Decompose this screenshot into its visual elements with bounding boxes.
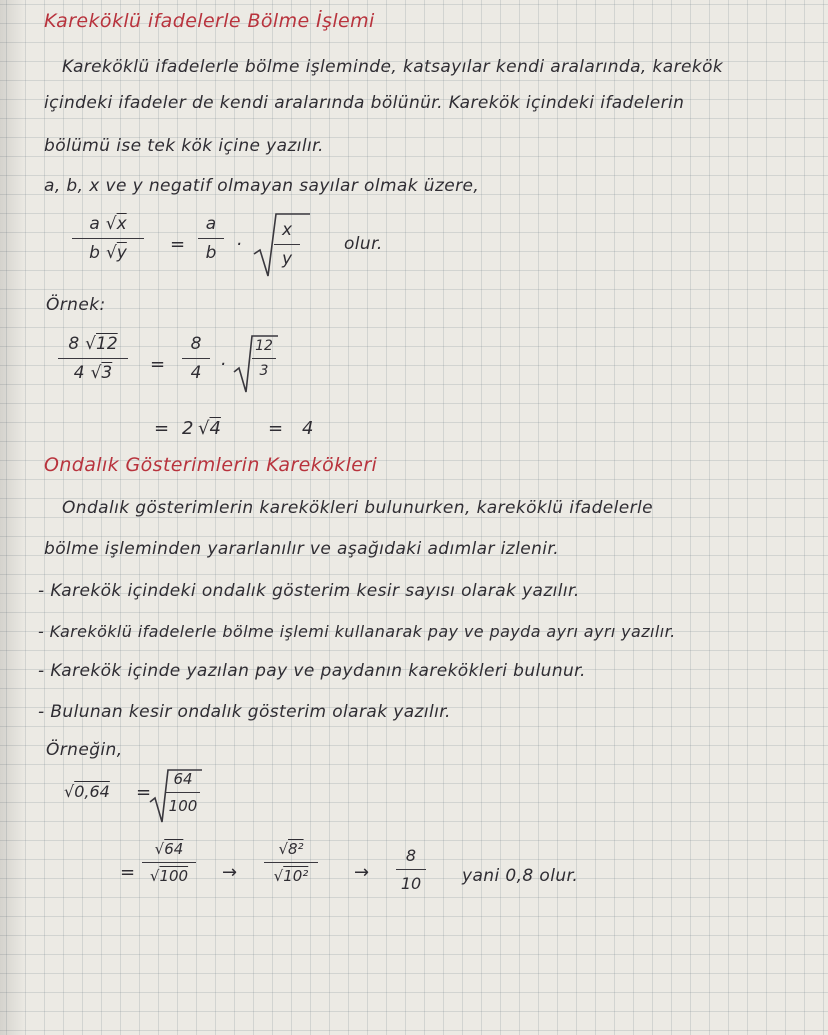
example2-tail: yani 0,8 olur.	[462, 866, 579, 886]
equals-sign: =	[120, 862, 136, 883]
example2-fraction-2	[264, 840, 318, 885]
example2-f2-num: √8²	[278, 840, 304, 858]
example2-rad-num: 64	[173, 770, 193, 788]
paragraph-line: a, b, x ve y negatif olmayan sayılar olmak üzere,	[44, 176, 480, 196]
step-item: - Karekök içindeki ondalık gösterim kesir sayısı olarak yazılır.	[38, 581, 580, 601]
example2-lhs-radical: √0,64	[64, 782, 110, 801]
example2-f1-num: √64	[154, 840, 184, 858]
paragraph-line: bölme işleminden yararlanılır ve aşağıdaki adımlar izlenir.	[44, 539, 560, 559]
example1-radical-fraction	[252, 338, 276, 379]
example1-den-radical: √3	[90, 363, 113, 383]
example1-right-num: 8	[190, 334, 202, 354]
example2-f2-den: √10²	[273, 867, 309, 885]
arrow-icon: →	[354, 862, 370, 883]
equals-sign: =	[154, 418, 170, 439]
section-title-decimal-roots: Ondalık Gösterimlerin Karekökleri	[44, 454, 378, 476]
fraction-bar	[252, 358, 276, 359]
example1-num-radical: √12	[85, 334, 118, 354]
equals-sign: =	[136, 782, 152, 803]
section-title-division: Kareköklü ifadelerle Bölme İşlemi	[44, 10, 375, 32]
rule-num-coef: a	[89, 214, 100, 234]
rule-right-fraction	[198, 214, 224, 263]
paragraph-line: Kareköklü ifadelerle bölme işleminde, katsayılar kendi aralarında, karekök	[62, 57, 724, 77]
example-label: Örneğin,	[46, 740, 123, 760]
example1-num-coef: 8	[68, 334, 80, 354]
rule-den-radical: √y	[105, 243, 127, 263]
rule-rad-num: x	[281, 220, 293, 240]
fraction-bar	[198, 238, 224, 239]
equals-sign: =	[268, 418, 284, 439]
equals-sign: =	[150, 354, 166, 375]
rule-right-num: a	[205, 214, 217, 234]
rule-radical-fraction	[274, 220, 300, 269]
example2-f3-den: 10	[400, 874, 422, 893]
fraction-bar	[264, 862, 318, 863]
example1-line2-radical: √4	[198, 418, 221, 439]
example2-fraction-1	[142, 840, 196, 885]
example2-f1-den: √100	[149, 867, 189, 885]
dot-operator: ·	[236, 234, 242, 255]
rule-tail: olur.	[344, 234, 383, 254]
example1-den-coef: 4	[73, 363, 85, 383]
rule-num-radical: √x	[105, 214, 127, 234]
fraction-bar	[166, 792, 200, 793]
example-label: Örnek:	[46, 295, 106, 315]
example2-f3-num: 8	[405, 846, 417, 865]
fraction-bar	[182, 358, 210, 359]
rule-left-fraction	[72, 214, 144, 263]
fraction-bar	[72, 238, 144, 239]
example2-radical-fraction	[166, 770, 200, 815]
step-item: - Bulunan kesir ondalık gösterim olarak yazılır.	[38, 702, 451, 722]
example1-right-fraction	[182, 334, 210, 383]
example2-rad-den: 100	[168, 797, 198, 815]
paragraph-line: Ondalık gösterimlerin karekökleri bulunurken, kareköklü ifadelerle	[62, 498, 653, 518]
fraction-bar	[396, 869, 426, 870]
arrow-icon: →	[222, 862, 238, 883]
fraction-bar	[274, 244, 300, 245]
example1-result: 4	[302, 418, 314, 439]
rule-right-den: b	[205, 243, 217, 263]
example1-left-fraction	[58, 334, 128, 383]
rule-rad-den: y	[281, 249, 293, 269]
example1-right-den: 4	[190, 363, 202, 383]
step-item: - Kareköklü ifadelerle bölme işlemi kullanarak pay ve payda ayrı ayrı yazılır.	[38, 622, 676, 641]
dot-operator: ·	[220, 354, 226, 375]
paragraph-line: bölümü ise tek kök içine yazılır.	[44, 136, 324, 156]
example1-rad-num: 12	[255, 338, 273, 354]
example2-fraction-3	[396, 846, 426, 893]
fraction-bar	[58, 358, 128, 359]
fraction-bar	[142, 862, 196, 863]
equals-sign: =	[170, 234, 186, 255]
paragraph-line: içindeki ifadeler de kendi aralarında bölünür. Karekök içindeki ifadelerin	[44, 93, 685, 113]
example1-rad-den: 3	[259, 363, 269, 379]
example1-line2-coef: 2	[182, 418, 194, 439]
step-item: - Karekök içinde yazılan pay ve paydanın karekökleri bulunur.	[38, 661, 586, 681]
rule-den-coef: b	[89, 243, 100, 263]
